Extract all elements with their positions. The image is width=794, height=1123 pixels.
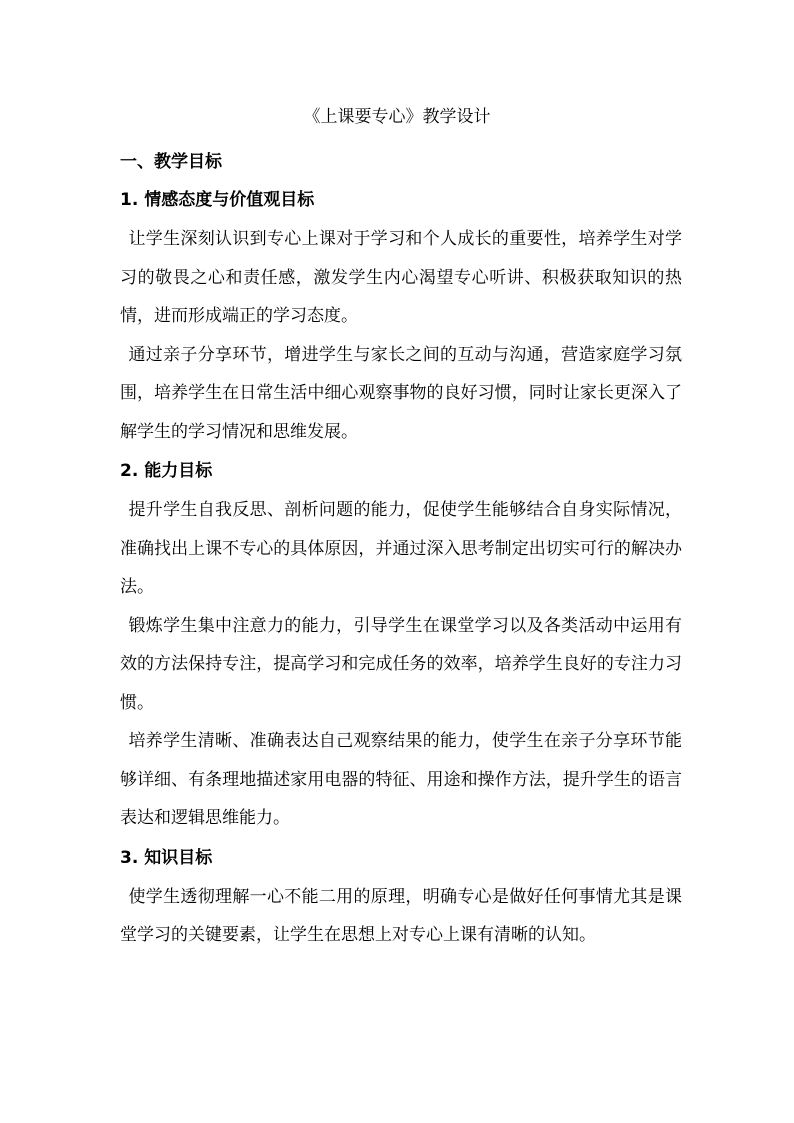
paragraph: 提升学生自我反思、剖析问题的能力，促使学生能够结合自身实际情况，准确找出上课不专心的具体原因，并通过深入思考制定出切实可行的解决办法。 bbox=[120, 500, 682, 597]
paragraph: 培养学生清晰、准确表达自己观察结果的能力，使学生在亲子分享环节能够详细、有条理地描述家用电器的特征、用途和操作方法，提升学生的语言表达和逻辑思维能力。 bbox=[120, 731, 682, 828]
document-body bbox=[120, 142, 682, 955]
document-title: 《上课要专心》教学设计 bbox=[303, 107, 491, 127]
subsection-heading: 1. 情感态度与价值观目标 bbox=[120, 190, 315, 210]
subsection-knowledge-goals bbox=[120, 838, 682, 955]
paragraph: 锻炼学生集中注意力的能力，引导学生在课堂学习以及各类活动中运用有效的方法保持专注，提高学习和完成任务的效率，培养学生良好的专注力习惯。 bbox=[120, 615, 682, 713]
subsection-heading: 3. 知识目标 bbox=[120, 847, 213, 868]
subsection-ability-goals bbox=[120, 451, 682, 838]
paragraph: 使学生透彻理解一心不能二用的原理，明确专心是做好任何事情尤其是课堂学习的关键要素，让学生在思想上对专心上课有清晰的认知。 bbox=[120, 886, 682, 945]
section-heading-teaching-goals: 一、教学目标 bbox=[120, 152, 222, 172]
subsection-emotion-goals bbox=[120, 180, 682, 451]
paragraph: 通过亲子分享环节，增进学生与家长之间的互动与沟通，营造家庭学习氛围，培养学生在日常生活中细心观察事物的良好习惯，同时让家长更深入了解学生的学习情况和思维发展。 bbox=[120, 344, 682, 442]
subsection-heading: 2. 能力目标 bbox=[120, 461, 213, 481]
paragraph: 让学生深刻认识到专心上课对于学习和个人成长的重要性，培养学生对学习的敬畏之心和责任感，激发学生内心渴望专心听讲、积极获取知识的热情，进而形成端正的学习态度。 bbox=[120, 229, 682, 326]
